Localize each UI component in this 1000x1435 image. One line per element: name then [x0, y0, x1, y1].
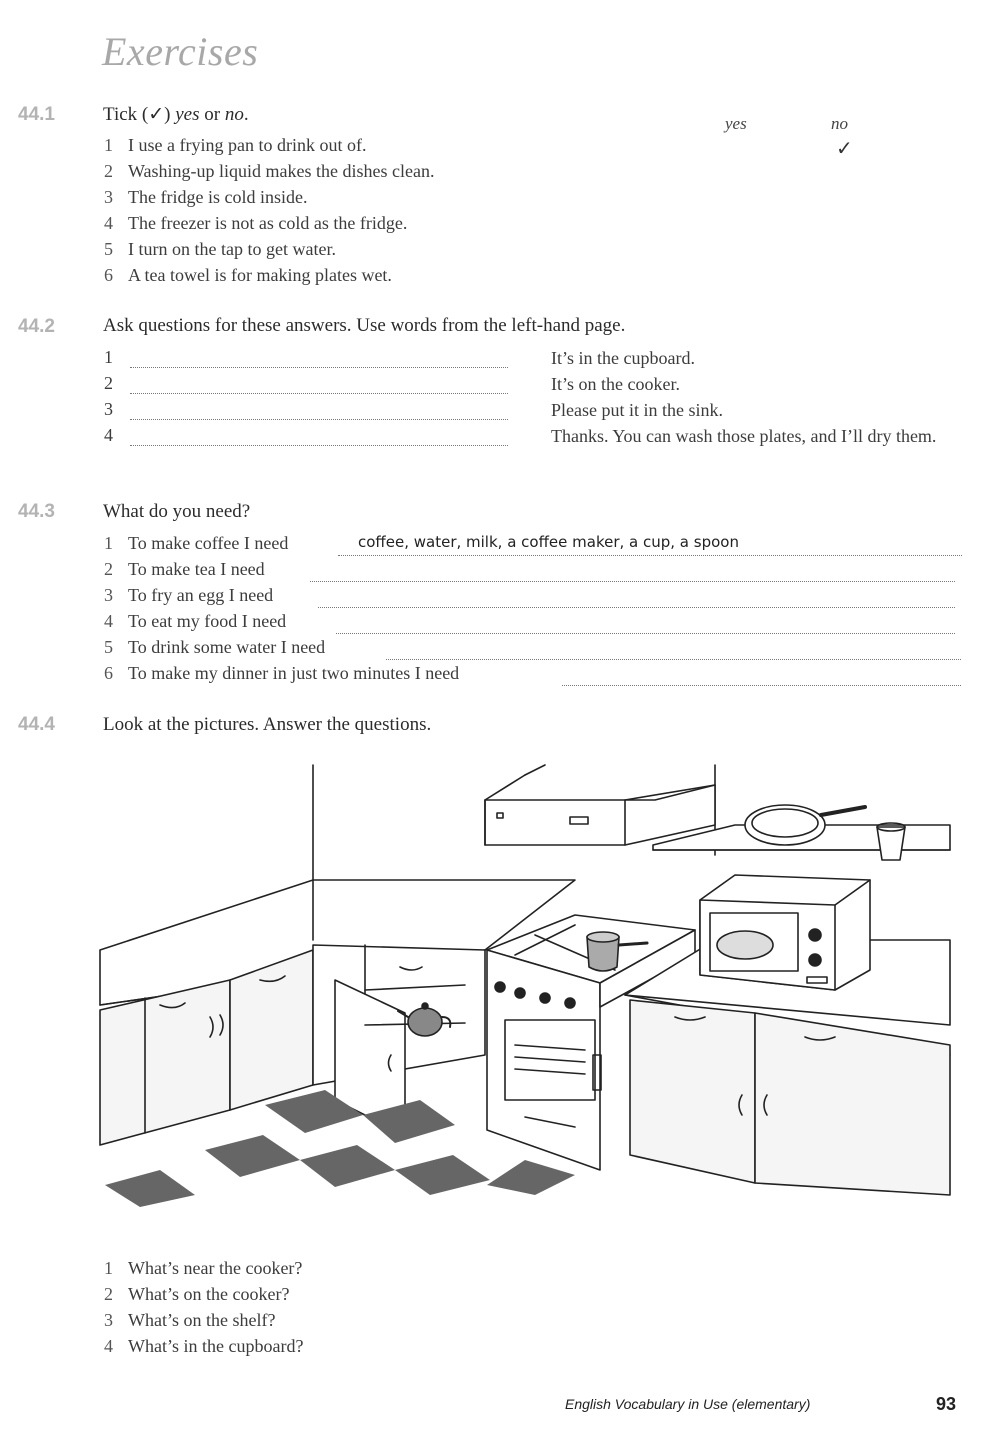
exercise-number-44-3: 44.3: [18, 501, 55, 522]
column-header-no: no: [831, 114, 848, 133]
answer-line[interactable]: [336, 615, 955, 634]
list-item: 6 A tea towel is for making plates wet.: [104, 265, 392, 285]
answer-line[interactable]: [130, 375, 508, 394]
list-item: 5 To drink some water I need: [104, 637, 326, 657]
answer-line[interactable]: [310, 563, 955, 582]
list-item: 2 What’s on the cooker?: [104, 1284, 290, 1304]
given-answer: Please put it in the sink.: [551, 400, 723, 420]
list-item: 6 To make my dinner in just two minutes I need: [104, 663, 460, 683]
answer-line[interactable]: [130, 427, 508, 446]
list-item: 1 To make coffee I need: [104, 533, 289, 553]
tick-mark: ✓: [836, 138, 853, 160]
microwave: [700, 875, 870, 990]
question-number: 1: [104, 347, 113, 367]
answer-line[interactable]: [130, 349, 508, 368]
list-item: 2 Washing-up liquid makes the dishes clean.: [104, 161, 435, 181]
exercise-instruction-44-2: Ask questions for these answers. Use words from the left-hand page.: [103, 315, 626, 336]
list-item: 2 To make tea I need: [104, 559, 265, 579]
question-number: 4: [104, 425, 113, 445]
given-answer: Thanks. You can wash those plates, and I’ll dry them.: [551, 426, 937, 446]
exercise-instruction-44-4: Look at the pictures. Answer the questions.: [103, 714, 432, 735]
answer-line[interactable]: [386, 641, 961, 660]
exercise-instruction-44-1: Tick (✓) yes or no.: [103, 104, 249, 125]
answer-line[interactable]: [562, 667, 961, 686]
answer-line[interactable]: [130, 401, 508, 420]
question-number: 3: [104, 399, 113, 419]
list-item: 4 What’s in the cupboard?: [104, 1336, 304, 1356]
book-title: English Vocabulary in Use (elementary): [565, 1396, 811, 1412]
list-item: 1 I use a frying pan to drink out of.: [104, 135, 367, 155]
list-item: 1 What’s near the cooker?: [104, 1258, 303, 1278]
page-number: 93: [936, 1394, 957, 1414]
extractor-hood: [485, 765, 715, 845]
list-item: 5 I turn on the tap to get water.: [104, 239, 336, 259]
exercise-number-44-1: 44.1: [18, 104, 55, 125]
question-number: 2: [104, 373, 113, 393]
list-item: 4 The freezer is not as cold as the fridge.: [104, 213, 408, 233]
given-answer: It’s on the cooker.: [551, 374, 680, 394]
page-title: Exercises: [102, 29, 259, 74]
given-answer: It’s in the cupboard.: [551, 348, 695, 368]
column-header-yes: yes: [725, 114, 747, 133]
list-item: 3 To fry an egg I need: [104, 585, 274, 605]
list-item: 4 To eat my food I need: [104, 611, 287, 631]
exercise-number-44-4: 44.4: [18, 714, 55, 735]
list-item: 3 What’s on the shelf?: [104, 1310, 276, 1330]
exercise-instruction-44-3: What do you need?: [103, 501, 251, 522]
list-item: 3 The fridge is cold inside.: [104, 187, 308, 207]
glass: [877, 823, 905, 860]
answer-line[interactable]: [318, 589, 955, 608]
handwritten-answer: coffee, water, milk, a coffee maker, a cup, a spoon: [358, 533, 739, 551]
exercise-number-44-2: 44.2: [18, 316, 55, 337]
kitchen-illustration: [95, 755, 975, 1210]
